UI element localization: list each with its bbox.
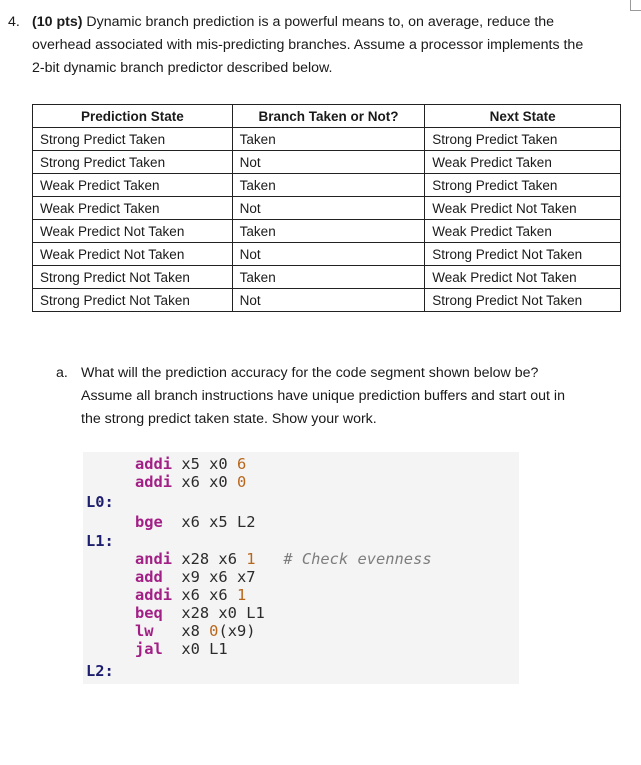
question-4 xyxy=(8,11,628,80)
table-row xyxy=(33,243,621,266)
question-text-2: overhead associated with mis-predicting branches. Assume a processor implements the xyxy=(32,37,584,53)
question-number: 4. xyxy=(8,14,20,30)
code-mnemonic: addi xyxy=(135,473,173,491)
code-line xyxy=(135,550,432,568)
code-operands: x28 x6 xyxy=(181,550,247,568)
code-line xyxy=(135,473,246,491)
cell-prediction-state: Weak Predict Not Taken xyxy=(33,220,233,243)
header-next-state: Next State xyxy=(425,105,621,128)
page-corner-mark xyxy=(630,0,641,11)
code-label: L2: xyxy=(86,662,114,680)
cell-next-state: Strong Predict Not Taken xyxy=(425,243,621,266)
code-mnemonic: add xyxy=(135,568,163,586)
cell-next-state: Strong Predict Taken xyxy=(425,128,621,151)
code-operands: x28 x0 L1 xyxy=(162,604,265,622)
subquestion-line-1 xyxy=(56,365,538,381)
cell-branch-outcome: Taken xyxy=(232,128,425,151)
code-operands: x8 xyxy=(153,622,210,640)
code-mnemonic: jal xyxy=(135,640,163,658)
code-operands: x6 x5 L2 xyxy=(162,513,256,531)
cell-prediction-state: Strong Predict Not Taken xyxy=(33,289,233,312)
code-label-line xyxy=(86,532,114,550)
table-row xyxy=(33,289,621,312)
cell-prediction-state: Weak Predict Taken xyxy=(33,174,233,197)
table-row xyxy=(33,197,621,220)
question-text-1: Dynamic branch prediction is a powerful means to, on average, reduce the xyxy=(82,14,555,30)
code-line xyxy=(135,568,255,586)
code-operands: x0 L1 xyxy=(162,640,228,658)
code-mnemonic: beq xyxy=(135,604,163,622)
code-operands: x6 x6 xyxy=(181,586,237,604)
code-label: L1: xyxy=(86,532,114,550)
cell-next-state: Weak Predict Not Taken xyxy=(425,197,621,220)
cell-branch-outcome: Not xyxy=(232,289,425,312)
cell-prediction-state: Strong Predict Not Taken xyxy=(33,266,233,289)
table-row xyxy=(33,151,621,174)
code-immediate: 0 xyxy=(209,622,219,640)
code-mnemonic: addi xyxy=(135,455,173,473)
header-branch-taken: Branch Taken or Not? xyxy=(232,105,425,128)
cell-branch-outcome: Not xyxy=(232,151,425,174)
cell-next-state: Strong Predict Taken xyxy=(425,174,621,197)
subquestion-text-3: the strong predict taken state. Show your work. xyxy=(81,411,377,427)
code-mnemonic: lw xyxy=(135,622,154,640)
code-label-line xyxy=(86,493,114,511)
table-row xyxy=(33,128,621,151)
code-line xyxy=(135,640,228,658)
table-row xyxy=(33,220,621,243)
code-immediate: 1 xyxy=(246,550,256,568)
code-operands: x5 x0 xyxy=(181,455,237,473)
cell-prediction-state: Weak Predict Not Taken xyxy=(33,243,233,266)
code-block xyxy=(83,452,519,684)
code-line xyxy=(135,622,256,640)
question-text-3: 2-bit dynamic branch predictor described below. xyxy=(32,60,333,76)
subquestion-text-1: What will the prediction accuracy for the code segment shown below be? xyxy=(81,365,539,381)
code-immediate: 1 xyxy=(236,586,247,604)
subquestion-label: a. xyxy=(56,365,68,381)
code-label: L0: xyxy=(86,493,114,511)
question-line-1 xyxy=(8,11,628,34)
cell-prediction-state: Strong Predict Taken xyxy=(33,151,233,174)
cell-branch-outcome: Taken xyxy=(232,174,425,197)
code-mnemonic: addi xyxy=(135,586,173,604)
header-prediction-state: Prediction State xyxy=(33,105,233,128)
table-row xyxy=(33,266,621,289)
cell-next-state: Weak Predict Not Taken xyxy=(425,266,621,289)
code-immediate: 6 xyxy=(236,455,247,473)
code-mnemonic: bge xyxy=(135,513,163,531)
code-immediate: 0 xyxy=(236,473,247,491)
subquestion-a xyxy=(56,362,616,431)
code-operand-tail: (x9) xyxy=(218,622,256,640)
cell-branch-outcome: Taken xyxy=(232,220,425,243)
code-comment: # Check evenness xyxy=(283,550,432,568)
cell-next-state: Strong Predict Not Taken xyxy=(425,289,621,312)
code-line xyxy=(135,586,246,604)
code-operands: x6 x0 xyxy=(181,473,237,491)
cell-next-state: Weak Predict Taken xyxy=(425,220,621,243)
code-label-line xyxy=(86,662,114,680)
cell-branch-outcome: Not xyxy=(232,197,425,220)
cell-next-state: Weak Predict Taken xyxy=(425,151,621,174)
question-points: (10 pts) xyxy=(32,14,83,30)
subquestion-text-2: Assume all branch instructions have unique prediction buffers and start out in xyxy=(81,388,565,404)
code-line xyxy=(135,604,265,622)
cell-prediction-state: Strong Predict Taken xyxy=(33,128,233,151)
code-line xyxy=(135,513,255,531)
table-row xyxy=(33,174,621,197)
predictor-state-table xyxy=(32,104,621,312)
code-mnemonic: andi xyxy=(135,550,173,568)
cell-prediction-state: Weak Predict Taken xyxy=(33,197,233,220)
code-line xyxy=(135,455,246,473)
table-header-row xyxy=(33,105,621,128)
cell-branch-outcome: Not xyxy=(232,243,425,266)
code-operands: x9 x6 x7 xyxy=(162,568,256,586)
cell-branch-outcome: Taken xyxy=(232,266,425,289)
